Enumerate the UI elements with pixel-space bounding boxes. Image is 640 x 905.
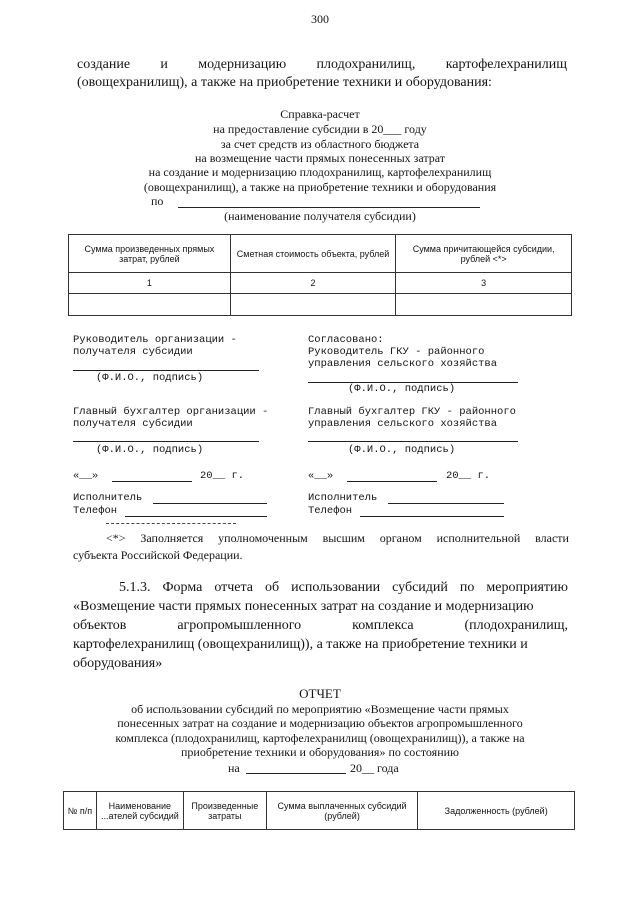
- intro-word: модернизацию: [198, 57, 287, 72]
- table-empty-cell: [396, 294, 572, 316]
- section-line-2: «Возмещение части прямых понесенных затрат на создание и модернизацию: [73, 599, 534, 614]
- table-column-number: 2: [230, 273, 395, 294]
- fio-caption: (Ф.И.О., подпись): [96, 444, 204, 456]
- section-word: 5.1.3.: [119, 580, 151, 595]
- footnote-word: Заполняется: [140, 531, 204, 545]
- right-acc-title-2: управления сельского хозяйства: [308, 418, 498, 430]
- spravka-line-6: (овощехранилищ), а также на приобретение техники и оборудования: [143, 180, 497, 194]
- left-head-sign-line: [73, 370, 259, 371]
- footnote-word: власти: [535, 531, 569, 545]
- fio-caption: (Ф.И.О., подпись): [348, 383, 456, 395]
- section-word: субсидий: [392, 580, 448, 595]
- section-word: комплекса: [352, 618, 414, 633]
- section-line-1: [119, 579, 568, 596]
- fio-caption: (Ф.И.О., подпись): [96, 372, 204, 384]
- right-head-title-1: Руководитель ГКУ - районного: [308, 346, 485, 358]
- left-executor-label: Исполнитель: [73, 492, 143, 504]
- section-word: (плодохранилищ,: [464, 618, 568, 633]
- left-acc-sign-line: [73, 441, 259, 442]
- right-date-open: «__»: [308, 470, 334, 482]
- report-line-5: приобретение техники и оборудования» по состоянию: [181, 745, 459, 759]
- right-executor-line: [388, 503, 504, 504]
- intro-word: картофелехранилищ: [445, 57, 567, 72]
- po-label: по: [151, 194, 164, 208]
- spravka-line-4: на возмещение части прямых понесенных затрат: [194, 151, 446, 165]
- left-date-open: «__»: [73, 470, 99, 482]
- left-executor-line: [153, 503, 267, 504]
- left-date-year: 20__ г.: [200, 470, 245, 482]
- right-acc-sign-line: [308, 441, 518, 442]
- footnote-line-2: субъекта Российской Федерации.: [73, 548, 243, 562]
- spravka-line-3: за счет средств из областного бюджета: [220, 137, 420, 151]
- section-line-3: [73, 617, 568, 634]
- report-na-label: на: [228, 761, 240, 775]
- agreed-label: Согласовано:: [308, 334, 384, 346]
- report-title: ОТЧЕТ: [299, 686, 341, 701]
- subsidy-calc-table: [68, 234, 572, 316]
- left-acc-title-1: Главный бухгалтер организации -: [73, 406, 269, 418]
- table-header-cell: Сумма причитающейся субсидии, рублей <*>: [396, 235, 572, 273]
- fio-caption: (Ф.И.О., подпись): [348, 444, 456, 456]
- report-line-2: об использовании субсидий по мероприятию «Возмещение части прямых: [131, 702, 509, 716]
- intro-word: плодохранилищ,: [316, 57, 416, 72]
- table-header-cell: № п/п: [64, 792, 97, 830]
- right-phone-label: Телефон: [308, 505, 353, 517]
- right-head-title-2: управления сельского хозяйства: [308, 358, 498, 370]
- footnote-line-1: [106, 531, 569, 545]
- table-header-cell: Сметная стоимость объекта, рублей: [230, 235, 395, 273]
- spravka-title: Справка-расчет: [280, 107, 360, 121]
- footnote-separator: [106, 523, 236, 524]
- table-header-cell: Сумма произведенных прямых затрат, рублей: [69, 235, 231, 273]
- right-acc-title-1: Главный бухгалтер ГКУ - районного: [308, 406, 516, 418]
- section-word: агропромышленного: [177, 618, 302, 633]
- table-header-cell: Наименование ...ателей субсидий: [96, 792, 183, 830]
- right-date-month-line: [347, 481, 437, 482]
- section-line-4: картофелехранилищ (овощехранилищ)), а также на приобретение техники и: [73, 637, 528, 652]
- section-word: Форма: [162, 580, 203, 595]
- table-empty-cell: [69, 294, 231, 316]
- section-word: по: [459, 580, 475, 595]
- table-header-cell: Произведенные затраты: [183, 792, 266, 830]
- report-date-line: [246, 773, 346, 774]
- right-date-year: 20__ г.: [446, 470, 491, 482]
- report-line-3: понесенных затрат на создание и модернизацию объектов агропромышленного: [117, 716, 523, 730]
- table-header-cell: Сумма выплаченных субсидий (рублей): [266, 792, 418, 830]
- footnote-word: высшим: [322, 531, 365, 545]
- intro-line-1: [77, 56, 567, 73]
- right-executor-label: Исполнитель: [308, 492, 378, 504]
- table-empty-cell: [230, 294, 395, 316]
- section-word: об: [265, 580, 280, 595]
- recipient-name-line: [178, 207, 480, 208]
- left-date-month-line: [112, 481, 192, 482]
- report-table: [63, 791, 575, 830]
- left-acc-title-2: получателя субсидии: [73, 418, 193, 430]
- table-header-cell: Задолженность (рублей): [418, 792, 575, 830]
- page-number: 300: [311, 12, 329, 26]
- left-phone-label: Телефон: [73, 505, 118, 517]
- intro-word: и: [160, 57, 168, 72]
- report-year-label: 20__ года: [350, 761, 399, 775]
- section-word: объектов: [73, 618, 127, 633]
- intro-word: создание: [77, 57, 131, 72]
- footnote-word: уполномоченным: [218, 531, 308, 545]
- section-word: мероприятию: [486, 580, 568, 595]
- footnote-word: органом: [379, 531, 422, 545]
- spravka-line-5: на создание и модернизацию плодохранилищ, картофелехранилищ: [148, 165, 492, 179]
- table-column-number: 3: [396, 273, 572, 294]
- left-head-title-1: Руководитель организации -: [73, 334, 237, 346]
- left-head-title-2: получателя субсидии: [73, 346, 193, 358]
- section-word: отчета: [214, 580, 254, 595]
- right-phone-line: [360, 516, 504, 517]
- section-line-5: оборудования»: [73, 656, 163, 671]
- left-phone-line: [125, 516, 267, 517]
- report-line-4: комплекса (плодохранилищ, картофелехранилищ (овощехранилищ)), а также на: [115, 731, 525, 745]
- footnote-word: исполнительной: [436, 531, 521, 545]
- intro-line-2: (овощехранилищ), а также на приобретение техники и оборудования:: [77, 75, 492, 90]
- section-word: использовании: [291, 580, 381, 595]
- table-column-number: 1: [69, 273, 231, 294]
- spravka-line-2: на предоставление субсидии в 20___ году: [213, 122, 427, 136]
- footnote-word: <*>: [106, 531, 126, 545]
- recipient-caption: (наименование получателя субсидии): [224, 209, 416, 223]
